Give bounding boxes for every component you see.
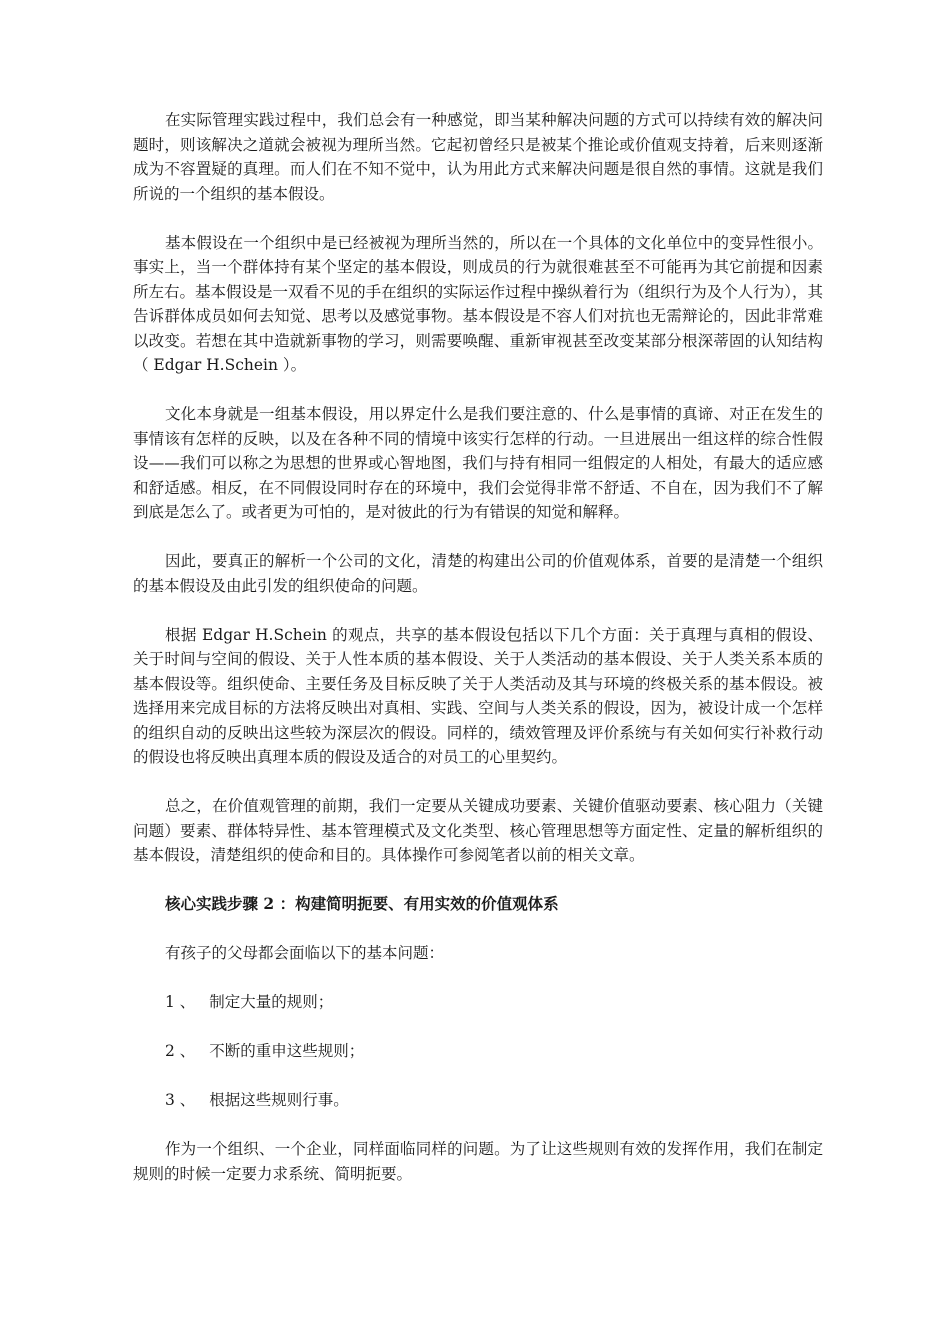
paragraph-basic-assumption-intro: 在实际管理实践过程中，我们总会有一种感觉，即当某种解决问题的方式可以持续有效的解决问题时，则该解决之道就会被视为理所当然。它起初曾经只是被某个推论或价值观支持着，后来则逐渐成为不容置疑的真理。而人们在不知不觉中，认为用此方式来解决问题是很自然的事情。这就是我们所说的一个组织的基本假设。 — [133, 111, 823, 203]
list-item-text: 根据这些规则行事。 — [209, 1091, 349, 1109]
paragraph-culture-definition: 文化本身就是一组基本假设，用以界定什么是我们要注意的、什么是事情的真谛、对正在发生的事情该有怎样的反映，以及在各种不同的情境中该实行怎样的行动。一旦进展出一组这样的综合性假设——我们可以称之为思想的世界或心智地图，我们与持有相同一组假定的人相处，有最大的适应感和舒适感。相反，在不同假设同时存在的环境中，我们会觉得非常不舒适、不自在，因为我们不了解到底是怎么了。或者更为可怕的，是对彼此的行为有错误的知觉和解释。 — [133, 405, 823, 521]
paragraph-analysis-premise: 因此，要真正的解析一个公司的文化，清楚的构建出公司的价值观体系，首要的是清楚一个组织的基本假设及由此引发的组织使命的问题。 — [133, 552, 823, 595]
paragraph-summary: 总之，在价值观管理的前期，我们一定要从关键成功要素、关键价值驱动要素、核心阻力（关键问题）要素、群体特异性、基本管理模式及文化类型、核心管理思想等方面定性、定量的解析组织的基本假设，清楚组织的使命和目的。具体操作可参阅笔者以前的相关文章。 — [133, 797, 823, 864]
document-page — [133, 108, 823, 1211]
list-item — [133, 990, 823, 1015]
section-heading-step-2: 核心实践步骤 2 ：构建简明扼要、有用实效的价值观体系 — [165, 894, 559, 913]
paragraph-closing: 作为一个组织、一个企业，同样面临同样的问题。为了让这些规则有效的发挥作用，我们在制定规则的时候一定要力求系统、简明扼要。 — [133, 1140, 823, 1183]
list-item-number: 3 、 — [165, 1091, 196, 1109]
list-item-text: 制定大量的规则； — [209, 993, 334, 1011]
paragraph-schein-viewpoint: 根据 Edgar H.Schein 的观点，共享的基本假设包括以下几个方面：关于真理与真相的假设、关于时间与空间的假设、关于人性本质的基本假设、关于人类活动的基本假设、关于人类关系本质的基本假设等。组织使命、主要任务及目标反映了关于人类活动及其与环境的终极关系的基本假设。被选择用来完成目标的方法将反映出对真相、实践、空间与人类关系的假设，因为，被设计成一个怎样的组织自动的反映出这些较为深层次的假设。同样的，绩效管理及评价系统与有关如何实行补救行动的假设也将反映出真理本质的假设及适合的对员工的心里契约。 — [133, 625, 823, 766]
list-item — [133, 1088, 823, 1113]
list-item-number: 1 、 — [165, 993, 196, 1011]
paragraph-parents-intro: 有孩子的父母都会面临以下的基本问题： — [165, 944, 445, 962]
list-item-number: 2 、 — [165, 1042, 196, 1060]
list-item-text: 不断的重申这些规则； — [209, 1042, 365, 1060]
list-item — [133, 1039, 823, 1064]
paragraph-basic-assumption-nature: 基本假设在一个组织中是已经被视为理所当然的，所以在一个具体的文化单位中的变异性很小。事实上，当一个群体持有某个坚定的基本假设，则成员的行为就很难甚至不可能再为其它前提和因素所左右。基本假设是一双看不见的手在组织的实际运作过程中操纵着行为（组织行为及个人行为），其告诉群体成员如何去知觉、思考以及感觉事物。基本假设是不容人们对抗也无需辩论的，因此非常难以改变。若想在其中造就新事物的学习，则需要唤醒、重新审视甚至改变某部分根深蒂固的认知结构（ Edgar H.Schein ）。 — [133, 233, 823, 374]
